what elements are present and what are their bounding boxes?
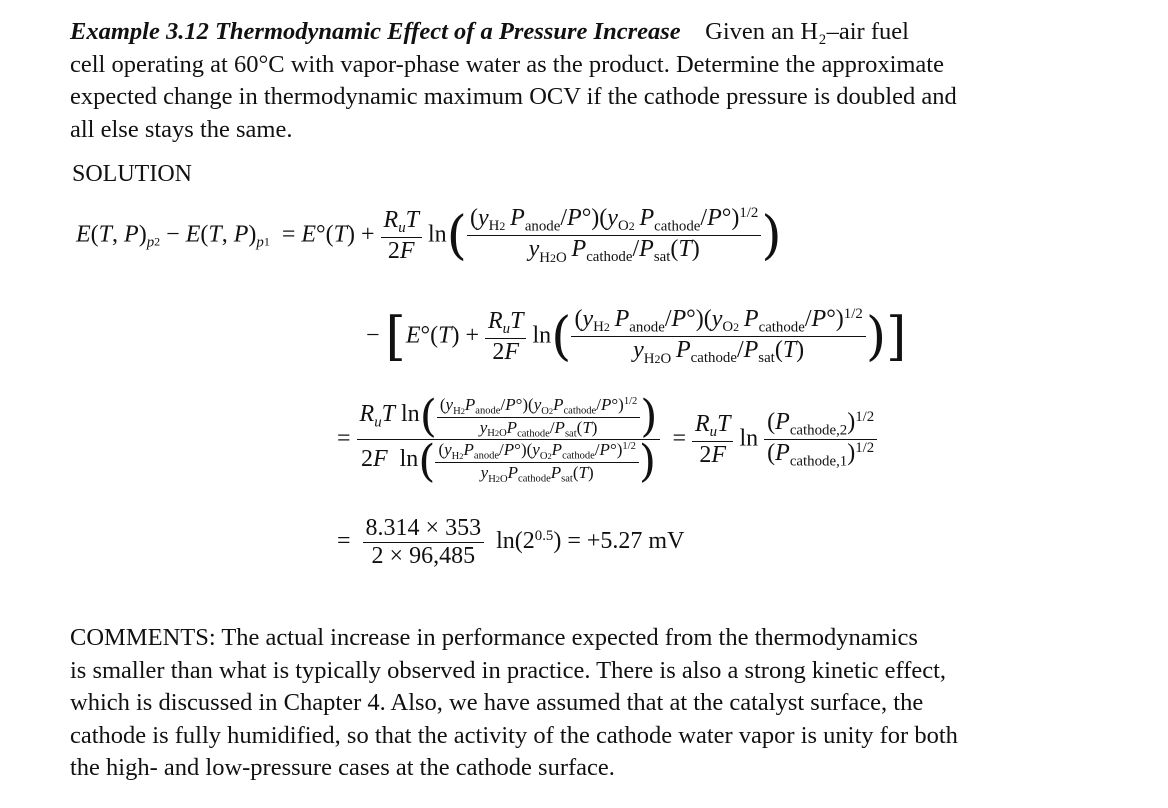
equation-line-1: E(T, $P)_{p2} - E(T$, $P)_{p1} = E^\circ(T)$ + $\frac{R_uT}{2F}$ ln( $\frac{(y_{H2} P_{anode}/P^\circ)(y_{O2} P_{cathode}/P^\circ)^{1/2}}{y_{H2O} P_{cathode}/P_{sat}(T)}$ ) [76, 205, 782, 266]
example-line-3: expected change in thermodynamic maximum OCV if the cathode pressure is doubled and [70, 83, 957, 110]
example-intro-1: Given an H₂–air fuel [705, 18, 909, 45]
equation-line-4: = $\frac{8.314 \times 353}{2 \times 96,485}$ $\ln(2^{0.5}) = +5.27$ mV [337, 515, 685, 569]
comments-paragraph [70, 622, 1045, 785]
numeric-denominator: 2 × 96,485 [363, 542, 485, 570]
comments-line-3: which is discussed in Chapter 4. Also, we have assumed that at the catalyst surface, the [70, 689, 924, 716]
example-line-1 [70, 16, 1045, 49]
numeric-numerator: 8.314 × 353 [365, 515, 482, 541]
comments-line-4: cathode is fully humidified, so that the activity of the cathode water vapor is unity for both [70, 721, 958, 749]
equation-line-3: = $R_uT$ ln( $\frac{(y_{H2}P_{anode}/P^\circ)(y_{O2}P_{cathode}/P^\circ)^{1/2}}{y_{H2O}P_{cathode}/P_{sat}(T)}$ ) 2F ln( $\frac{(y_{H2}P_{anode}/P^\circ)(y_{O2}P_{cathode}/P^\circ)^{1/2}}{y_{H2O}P_{cathode}P_{sat}(T)}$ ) = $\frac{R_uT}{2F}$ ln $\frac{(P_{cathode,2})^{1/2}}{(P_{cathode,1})^{1/2}}$ [337, 395, 877, 485]
example-paragraph [70, 16, 1045, 146]
example-title: Example 3.12 Thermodynamic Effect of a Pressure Increase [70, 18, 681, 45]
example-line-2: cell operating at 60°C with vapor-phase water as the product. Determine the approximate [70, 50, 944, 78]
equation-line-2: − [E°(T) + $\frac{R_uT}{2F}$ ln( $\frac{(y_{H2} P_{anode}/P^\circ)(y_{O2} P_{cathode}/P^\circ)^{1/2}}{y_{H2O} P_{cathode}/P_{sat}(T)}$ )] [366, 306, 907, 367]
example-line-4: all else stays the same. [70, 115, 293, 143]
comments-line-5: the high- and low-pressure cases at the cathode surface. [70, 754, 615, 781]
comments-line-2: is smaller than what is typically observed in practice. There is also a strong kinetic effect, [70, 656, 947, 684]
solution-heading: SOLUTION [72, 161, 192, 187]
comments-line-1: COMMENTS: The actual increase in performance expected from the thermodynamics [70, 624, 918, 651]
